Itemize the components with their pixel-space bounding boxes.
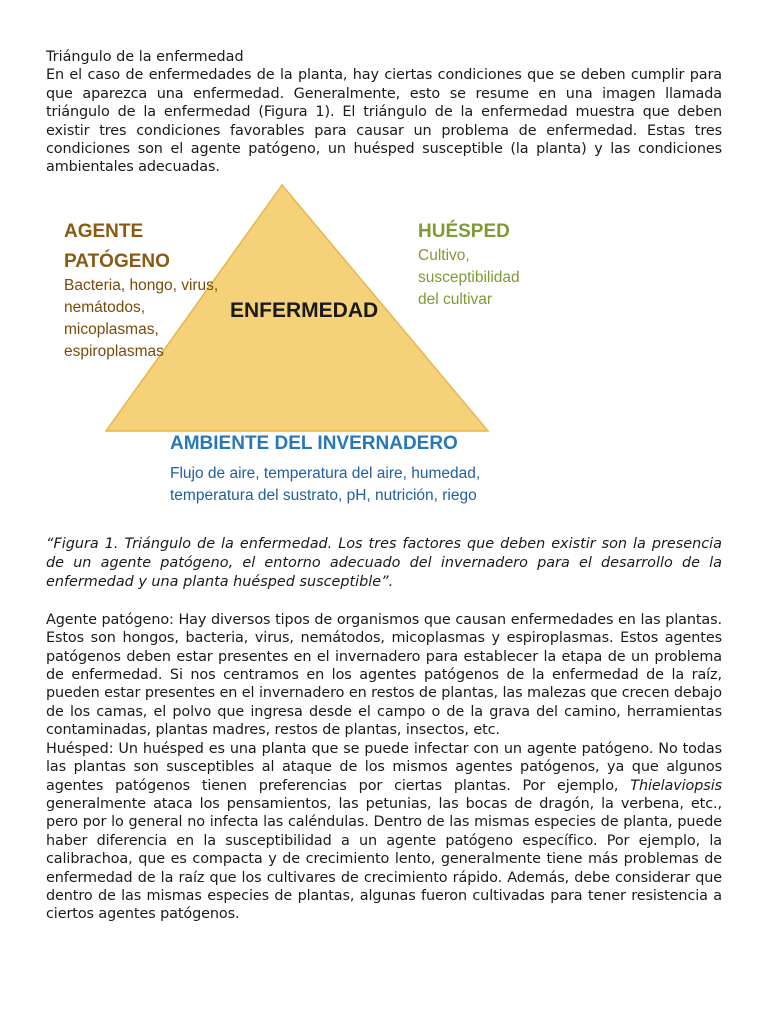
agente-title bbox=[64, 217, 170, 277]
huesped-text-b: generalmente ataca los pensamientos, las petunias, las bocas de dragón, la verbena, etc., pero por lo general no infecta las caléndulas. Dentro de las mismas especies de planta, puede haber diferencia en la susceptibilidad a un agente patógeno específico. Por ejemplo, la calibrachoa, que es compacta y de crecimiento lento, generalmente tiene más problemas de enfermedad de la raíz que los cultivares de crecimiento rápido. Además, debe considerar que dentro de las mismas especies de plantas, algunas fueron cultivadas para tener resistencia a ciertos agentes patógenos. bbox=[46, 795, 722, 923]
ambiente-title: AMBIENTE DEL INVERNADERO bbox=[170, 432, 458, 454]
ambiente-list bbox=[170, 463, 590, 507]
huesped-text-a: Huésped: Un huésped es una planta que se puede infectar con un agente patógeno. No todas las plantas son susceptibles al ataque de los mismos agentes patógenos, ya que algunos agentes patógenos tienen preferencias por ciertas plantas. Por ejemplo, bbox=[46, 740, 722, 794]
center-label: ENFERMEDAD bbox=[230, 298, 379, 322]
huesped-title: HUÉSPED bbox=[418, 220, 510, 242]
agente-title-line-1: AGENTE bbox=[64, 220, 144, 242]
spacer bbox=[46, 592, 722, 611]
agente-item: espiroplasmas bbox=[64, 342, 164, 360]
huesped-item: Cultivo, bbox=[418, 246, 470, 264]
ambiente-item: temperatura del sustrato, pH, nutrición, riego bbox=[170, 486, 477, 504]
agente-title-line-2: PATÓGENO bbox=[64, 250, 170, 272]
section-title: Triángulo de la enfermedad bbox=[46, 49, 244, 65]
huesped-item: susceptibilidad bbox=[418, 268, 520, 286]
ambiente-item: Flujo de aire, temperatura del aire, humedad, bbox=[170, 464, 481, 482]
huesped-paragraph bbox=[46, 740, 722, 924]
document-page bbox=[46, 48, 722, 924]
agente-item: Bacteria, hongo, virus, bbox=[64, 276, 219, 294]
agente-paragraph: Agente patógeno: Hay diversos tipos de organismos que causan enfermedades en las plantas. Estos son hongos, bacteria, virus, nemátodos, micoplasmas y espiroplasmas. Estos agentes patógenos deben estar presentes en el invernadero para establecer la etapa de un problema de enfermedad. Si nos centramos en los agentes patógenos de la enfermedad de la raíz, pueden estar presentes en el invernadero en restos de plantas, las malezas que crecen debajo de los camas, el polvo que ingresa desde el campo o de la grava del camino, herramientas contaminadas, plantas madres, restos de plantas, insectos, etc. bbox=[46, 611, 722, 739]
species-name: Thielaviopsis bbox=[630, 777, 722, 794]
agente-item: nemátodos, bbox=[64, 298, 145, 316]
figure-caption: “Figura 1. Triángulo de la enfermedad. Los tres factores que deben existir son la presencia de un agente patógeno, el entorno adecuado del invernadero para el desarrollo de la enfermedad y una planta huésped susceptible”. bbox=[46, 535, 722, 590]
huesped-list bbox=[418, 245, 618, 311]
intro-paragraph: En el caso de enfermedades de la planta, hay ciertas condiciones que se deben cumplir para que aparezca una enfermedad. Generalmente, esto se resume en una imagen llamada triángulo de la enfermedad (Figura 1). El triángulo de la enfermedad muestra que deben existir tres condiciones favorables para causar un problema de enfermedad. Estas tres condiciones son el agente patógeno, un huésped susceptible (la planta) y las condiciones ambientales adecuadas. bbox=[46, 67, 722, 176]
huesped-item: del cultivar bbox=[418, 290, 493, 308]
agente-item: micoplasmas, bbox=[64, 320, 159, 338]
disease-triangle-figure bbox=[46, 179, 722, 531]
